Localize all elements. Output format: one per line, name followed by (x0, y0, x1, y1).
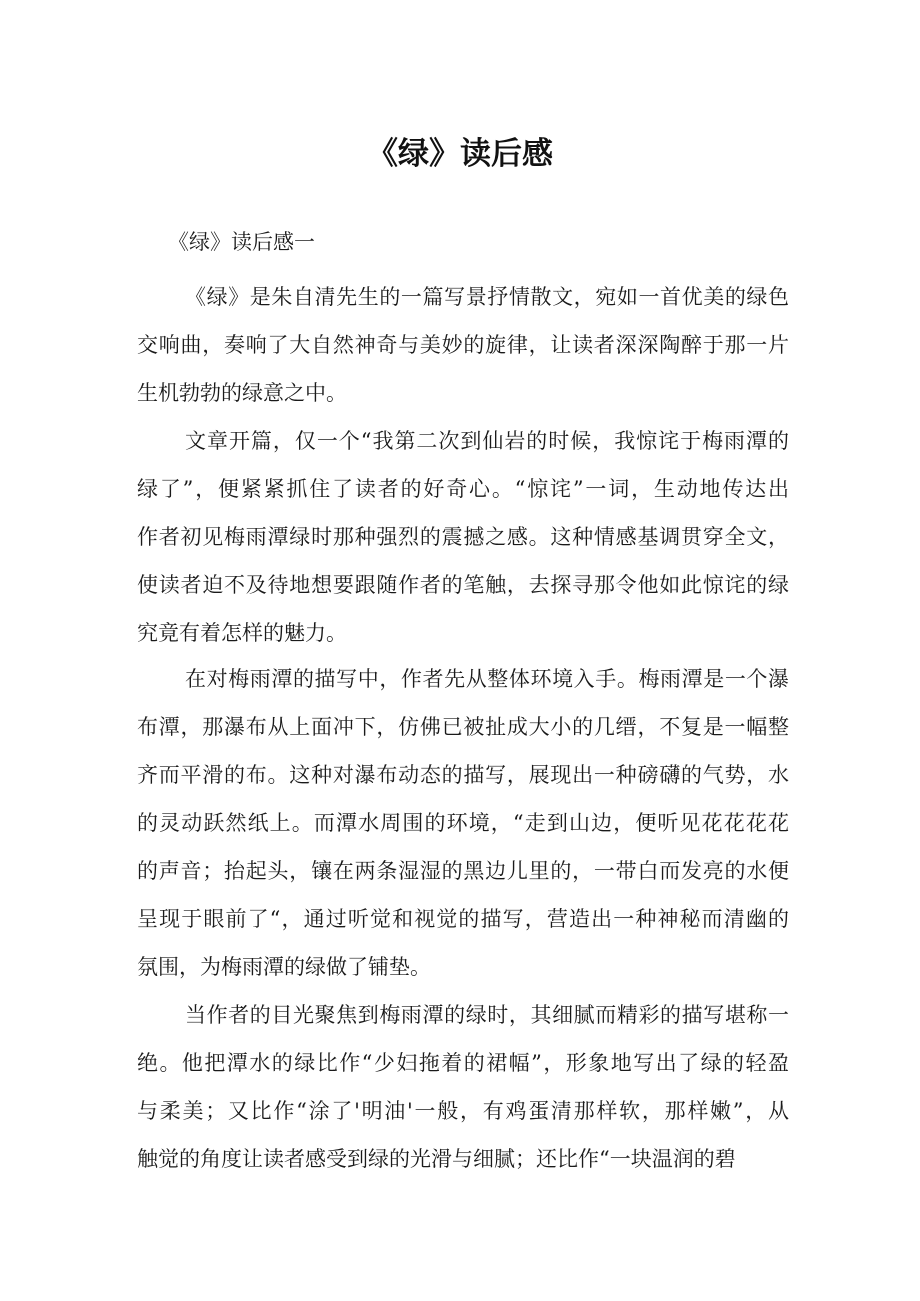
paragraph-line: 文章开篇，仅一个“我第二次到仙岩的时候，我惊诧于梅雨潭的 (185, 429, 789, 453)
paragraph-line: 《绿》是朱自清先生的一篇写景抒情散文，宛如一首优美的绿色 (185, 285, 789, 309)
document-title: 《绿》读后感 (367, 136, 553, 172)
section-heading: 《绿》读后感一 (168, 230, 315, 254)
paragraph-line: 交响曲，奏响了大自然神奇与美妙的旋律，让读者深深陶醉于那一片 (137, 333, 789, 357)
paragraph-line: 的声音；抬起头，镶在两条湿湿的黑边儿里的，一带白而发亮的水便 (137, 859, 789, 883)
paragraph-line: 绿了”，便紧紧抓住了读者的好奇心。“惊诧”一词，生动地传达出 (137, 477, 789, 501)
paragraph-line: 使读者迫不及待地想要跟随作者的笔触，去探寻那令他如此惊诧的绿 (137, 573, 789, 597)
paragraph-4 (137, 991, 789, 1183)
paragraph-3 (137, 655, 789, 991)
paragraph-line: 呈现于眼前了“，通过听觉和视觉的描写，营造出一种神秘而清幽的 (137, 907, 789, 931)
paragraph-line: 氛围，为梅雨潭的绿做了铺垫。 (137, 955, 431, 979)
paragraph-line: 绝。他把潭水的绿比作“少妇拖着的裙幅”，形象地写出了绿的轻盈 (137, 1051, 789, 1075)
paragraph-line: 作者初见梅雨潭绿时那种强烈的震撼之感。这种情感基调贯穿全文， (137, 525, 789, 549)
paragraph-line: 布潭，那瀑布从上面冲下，仿佛已被扯成大小的几缙，不复是一幅整 (137, 715, 789, 739)
paragraph-2 (137, 417, 789, 657)
paragraph-line: 生机勃勃的绿意之中。 (137, 381, 347, 405)
paragraph-1 (137, 273, 789, 417)
paragraph-line: 触觉的角度让读者感受到绿的光滑与细腻；还比作“一块温润的碧 (137, 1147, 736, 1171)
paragraph-line: 在对梅雨潭的描写中，作者先从整体环境入手。梅雨潭是一个瀑 (185, 667, 789, 691)
paragraph-line: 的灵动跃然纸上。而潭水周围的环境，“走到山边，便听见花花花花 (137, 811, 789, 835)
paragraph-line: 与柔美；又比作“涂了'明油'一般，有鸡蛋清那样软，那样嫩”，从 (137, 1099, 789, 1123)
paragraph-line: 齐而平滑的布。这种对瀑布动态的描写，展现出一种磅礴的气势，水 (137, 763, 789, 787)
paragraph-line: 当作者的目光聚焦到梅雨潭的绿时，其细腻而精彩的描写堪称一 (185, 1003, 789, 1027)
paragraph-line: 究竟有着怎样的魅力。 (137, 621, 347, 645)
